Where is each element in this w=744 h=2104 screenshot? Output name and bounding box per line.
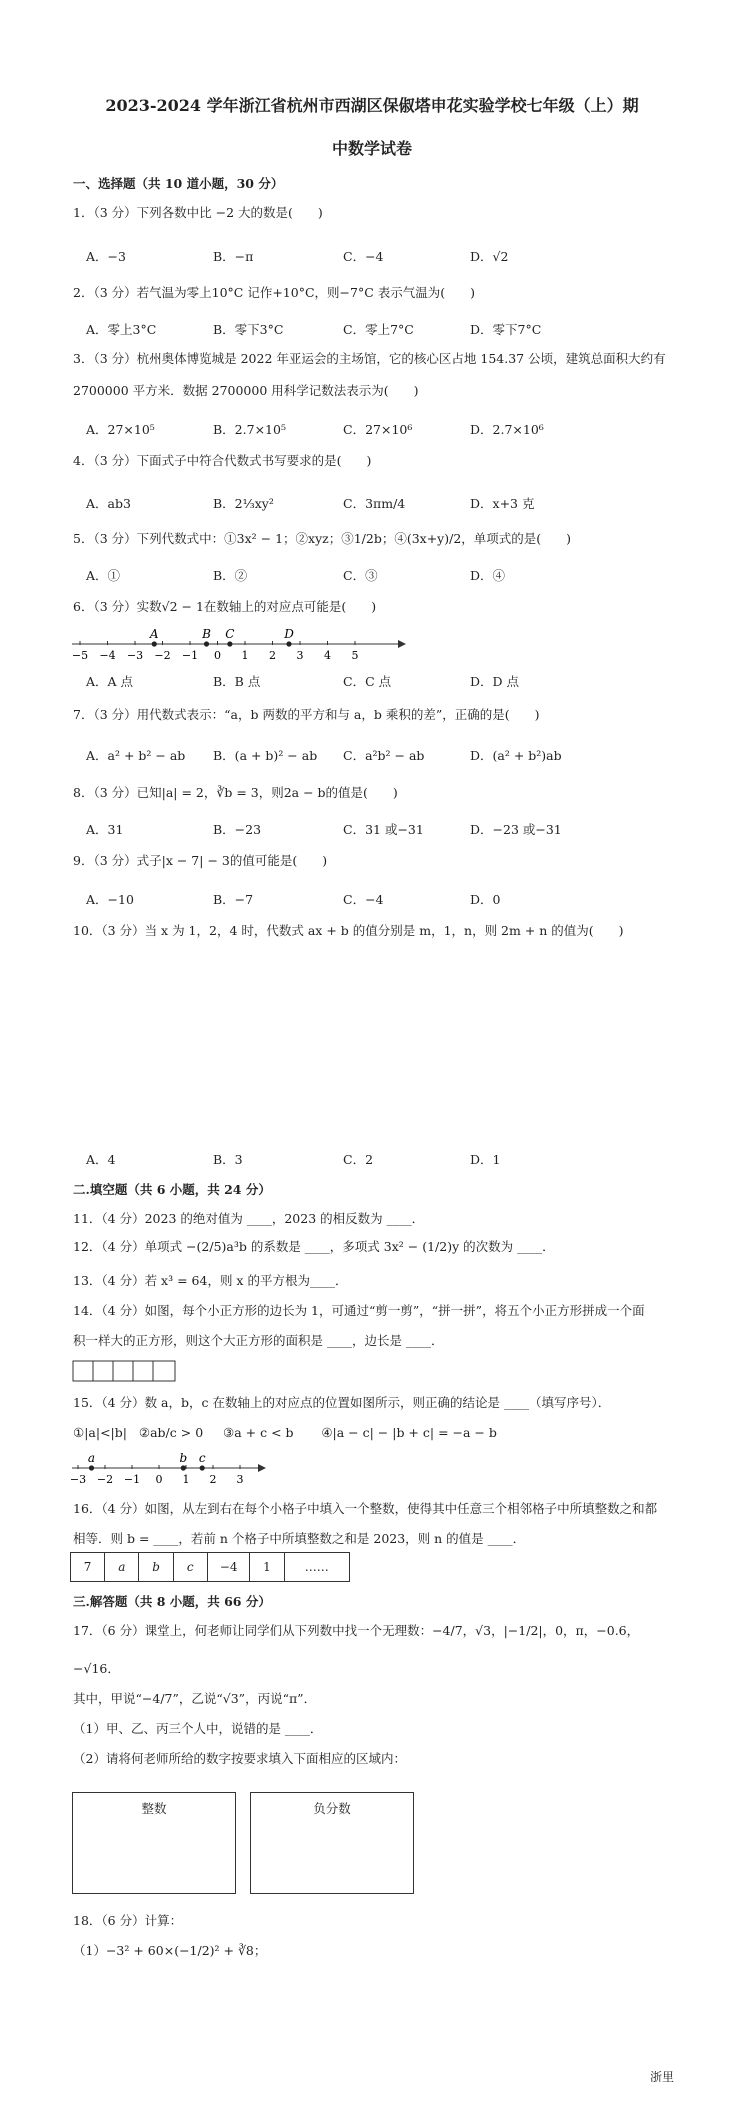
- q10-option-a: A．4: [86, 1152, 116, 1167]
- q6-number-line: [68, 622, 408, 668]
- question-12: 12．（4 分）单项式 −(2/5)a³b 的系数是 ____，多项式 3x² − (1/2)y 的次数为 ____．: [73, 1239, 555, 1254]
- q6-point-label: B: [202, 627, 211, 641]
- q6-point-label: C: [225, 627, 235, 641]
- q9-option-b: B．−7: [213, 892, 254, 907]
- q10-option-b: B．3: [213, 1152, 243, 1167]
- question-10: 10．（3 分）当 x 为 1，2，4 时，代数式 ax + b 的值分别是 m，1，n，则 2m + n 的值为( ): [73, 923, 624, 938]
- axis-tick-label: −5: [71, 649, 89, 662]
- q15-point-label: c: [198, 1451, 206, 1465]
- q2-option-b: B．零下3°C: [213, 322, 284, 337]
- axis-tick-label: −1: [181, 649, 199, 662]
- q6-point-label: D: [284, 627, 294, 641]
- section-answer-heading: 三.解答题（共 8 小题，共 66 分）: [73, 1594, 271, 1609]
- question-16-line1: 16．（4 分）如图，从左到右在每个小格子中填入一个整数，使得其中任意三个相邻格子中所填整数之和都: [73, 1501, 658, 1516]
- question-17-line3: 其中，甲说“−4/7”，乙说“√3”，丙说“π”．: [73, 1691, 317, 1706]
- q5-option-c: C．③: [343, 568, 378, 583]
- q15-point: [89, 1465, 94, 1470]
- axis-tick-label: 5: [351, 649, 359, 662]
- q16-cell: −4: [207, 1553, 250, 1582]
- q7-option-c: C．a²b² − ab: [343, 748, 425, 763]
- q1-option-a: A．−3: [86, 249, 126, 264]
- q7-option-b: B．(a + b)² − ab: [213, 748, 318, 763]
- axis-tick-label: 1: [182, 1473, 190, 1486]
- question-11: 11．（4 分）2023 的绝对值为 ____，2023 的相反数为 ____．: [73, 1211, 425, 1226]
- q5-option-a: A．①: [86, 568, 121, 583]
- question-4: 4．（3 分）下面式子中符合代数式书写要求的是( ): [73, 453, 372, 468]
- axis-tick-label: 3: [236, 1473, 244, 1486]
- axis-tick-label: 4: [324, 649, 331, 662]
- q16-cell: a: [105, 1553, 139, 1582]
- q15-point-label: a: [87, 1451, 96, 1465]
- axis-tick-label: −4: [99, 649, 116, 662]
- q6-option-d: D．D 点: [470, 674, 520, 689]
- q3-option-a: A．27×10⁵: [86, 422, 155, 437]
- axis-tick-label: 2: [269, 649, 276, 662]
- q14-squares-figure: [72, 1360, 178, 1382]
- q2-option-c: C．零上7°C: [343, 322, 414, 337]
- q7-option-d: D．(a² + b²)ab: [470, 748, 562, 763]
- question-6: 6．（3 分）实数√2 − 1在数轴上的对应点可能是( ): [73, 599, 377, 614]
- q1-option-b: B．−π: [213, 249, 254, 264]
- q1-option-c: C．−4: [343, 249, 384, 264]
- q9-option-c: C．−4: [343, 892, 384, 907]
- q8-option-a: A．31: [86, 822, 124, 837]
- q18-sub1: （1）−3² + 60×(−1/2)² + ∛8；: [73, 1943, 267, 1958]
- axis-tick-label: 2: [209, 1473, 217, 1486]
- q6-option-a: A．A 点: [86, 674, 134, 689]
- integers-box-label: 整数: [141, 1801, 167, 1816]
- question-17-line1: 17．（6 分）课堂上，何老师让同学们从下列数中找一个无理数：−4/7，√3，|−1/2|，0，π，−0.6，: [73, 1623, 640, 1638]
- exam-title-line1: 2023-2024 学年浙江省杭州市西湖区保俶塔申花实验学校七年级（上）期: [105, 96, 639, 115]
- q6-option-b: B．B 点: [213, 674, 261, 689]
- q16-cell: ……: [284, 1553, 349, 1582]
- axis-tick-label: −2: [154, 649, 171, 662]
- question-13: 13．（4 分）若 x³ = 64，则 x 的平方根为____．: [73, 1273, 348, 1288]
- q5-option-b: B．②: [213, 568, 248, 583]
- question-14-line2: 积一样大的正方形，则这个大正方形的面积是 ____，边长是 ____．: [73, 1333, 444, 1348]
- q15-point: [181, 1465, 186, 1470]
- axis-tick-label: 1: [241, 649, 249, 662]
- q1-option-d: D．√2: [470, 249, 509, 264]
- q6-point: [152, 641, 157, 646]
- q17-sub1: （1）甲、乙、丙三个人中，说错的是 ____．: [73, 1721, 323, 1736]
- integers-box[interactable]: [72, 1792, 236, 1894]
- question-3-line2: 2700000 平方米．数据 2700000 用科学记数法表示为( ): [73, 383, 419, 398]
- axis-tick-label: −1: [123, 1473, 141, 1486]
- q2-option-a: A．零上3°C: [86, 322, 157, 337]
- question-1: 1．（3 分）下列各数中比 −2 大的数是( ): [73, 205, 323, 220]
- section-fill-heading: 二.填空题（共 6 小题，共 24 分）: [73, 1182, 271, 1197]
- q15-conditions: ①|a|<|b| ②ab/c > 0 ③a + c < b ④|a − c| − |b + c| = −a − b: [73, 1425, 497, 1440]
- q3-option-b: B．2.7×10⁵: [213, 422, 286, 437]
- q4-option-a: A．ab3: [86, 496, 131, 511]
- q9-option-d: D．0: [470, 892, 501, 907]
- axis-tick-label: −3: [69, 1473, 87, 1486]
- question-8: 8．（3 分）已知|a| = 2，∛b = 3，则2a − b的值是( ): [73, 785, 398, 800]
- q17-sub2: （2）请将何老师所给的数字按要求填入下面相应的区域内：: [73, 1751, 406, 1766]
- q6-point: [204, 641, 209, 646]
- q10-option-c: C．2: [343, 1152, 374, 1167]
- axis-tick-label: −3: [126, 649, 144, 662]
- q3-option-d: D．2.7×10⁶: [470, 422, 544, 437]
- question-17-line2: −√16．: [73, 1661, 120, 1676]
- q15-point-label: b: [179, 1451, 188, 1465]
- q4-option-c: C．3πm/4: [343, 496, 406, 511]
- axis-tick-label: 0: [214, 649, 221, 662]
- exam-title-line2: 中数学试卷: [331, 139, 412, 158]
- question-2: 2．（3 分）若气温为零上10°C 记作+10°C，则−7°C 表示气温为( ): [73, 285, 475, 300]
- q10-option-d: D．1: [470, 1152, 501, 1167]
- q6-point: [286, 641, 291, 646]
- negative-fractions-box-label: 负分数: [313, 1801, 351, 1816]
- q4-option-d: D．x+3 克: [470, 496, 535, 511]
- question-14-line1: 14．（4 分）如图，每个小正方形的边长为 1，可通过“剪一剪”，“拼一拼”，将五个小正方形拼成一个面: [73, 1303, 645, 1318]
- q16-cell: c: [173, 1553, 207, 1582]
- q16-cell: 7: [71, 1553, 105, 1582]
- axis-tick-label: 3: [296, 649, 304, 662]
- q16-cell: 1: [250, 1553, 284, 1582]
- section-choice-heading: 一、选择题（共 10 道小题，30 分）: [73, 176, 284, 191]
- q8-option-b: B．−23: [213, 822, 262, 837]
- question-16-line2: 相等．则 b = ____，若前 n 个格子中所填整数之和是 2023，则 n 的值是 ____．: [73, 1531, 526, 1546]
- page-footer: 浙里: [649, 2070, 674, 2084]
- q6-option-c: C．C 点: [343, 674, 392, 689]
- q6-point: [227, 641, 232, 646]
- question-9: 9．（3 分）式子|x − 7| − 3的值可能是( ): [73, 853, 328, 868]
- q6-point-label: A: [149, 627, 159, 641]
- q8-option-d: D．−23 或−31: [470, 822, 562, 837]
- axis-tick-label: 0: [155, 1473, 163, 1486]
- q16-cell: b: [139, 1553, 173, 1582]
- question-18: 18．（6 分）计算：: [73, 1913, 183, 1928]
- question-7: 7．（3 分）用代数式表示：“a，b 两数的平方和与 a，b 乘积的差”，正确的是( ): [73, 707, 540, 722]
- q16-grid: [70, 1552, 350, 1582]
- q4-option-b: B．2⅓xy²: [213, 496, 274, 511]
- negative-fractions-box[interactable]: [250, 1792, 414, 1894]
- q15-number-line: [68, 1450, 268, 1492]
- q15-point: [200, 1465, 205, 1470]
- q2-option-d: D．零下7°C: [470, 322, 542, 337]
- axis-tick-label: −2: [96, 1473, 114, 1486]
- q3-option-c: C．27×10⁶: [343, 422, 413, 437]
- question-5: 5．（3 分）下列代数式中：①3x² − 1；②xyz；③1/2b；④(3x+y)/2，单项式的是( ): [73, 531, 572, 546]
- question-3-line1: 3．（3 分）杭州奥体博览城是 2022 年亚运会的主场馆，它的核心区占地 154.37 公顷，建筑总面积大约有: [73, 351, 666, 366]
- q5-option-d: D．④: [470, 568, 506, 583]
- q7-option-a: A．a² + b² − ab: [86, 748, 186, 763]
- q9-option-a: A．−10: [86, 892, 134, 907]
- q8-option-c: C．31 或−31: [343, 822, 424, 837]
- question-15: 15．（4 分）数 a，b，c 在数轴上的对应点的位置如图所示，则正确的结论是 ____（填写序号）．: [73, 1395, 611, 1410]
